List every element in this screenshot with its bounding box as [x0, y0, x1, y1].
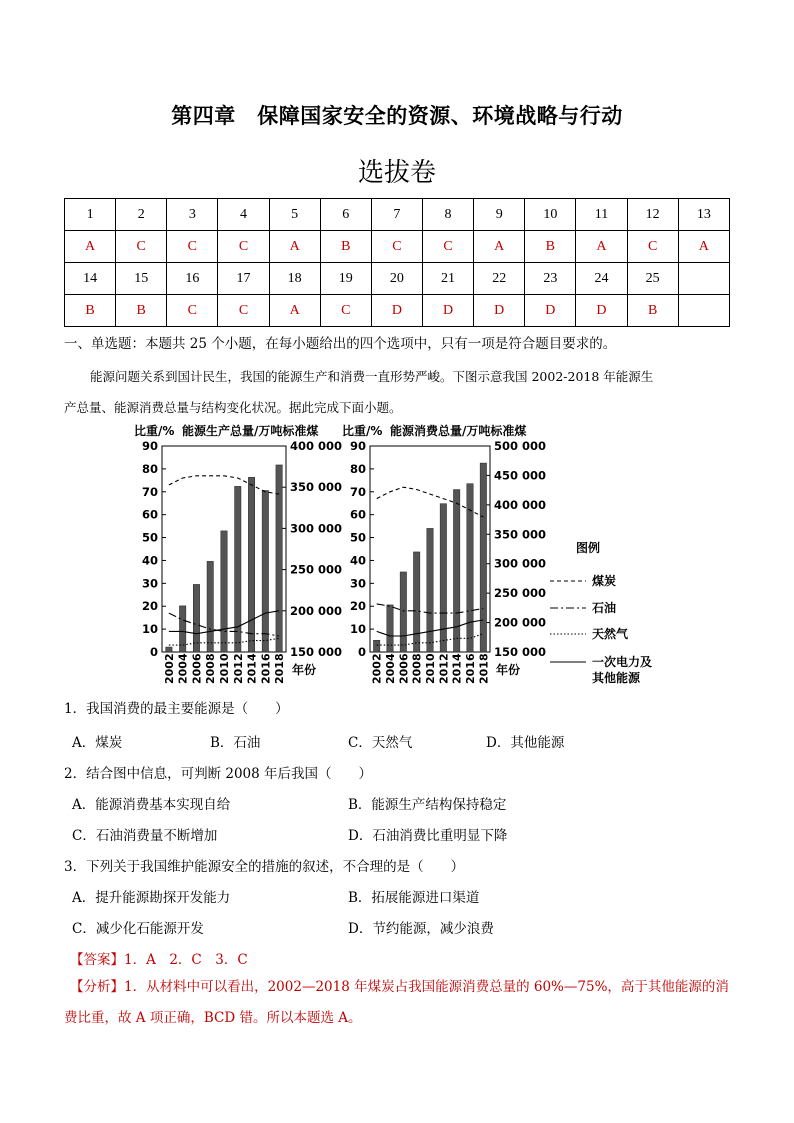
legend-title: 图例 — [576, 541, 601, 555]
answer-tag: 【答案】 — [70, 952, 124, 968]
production-bar — [166, 647, 172, 652]
consumption-x-tick-label: 2014 — [450, 653, 464, 684]
question-number-cell: 22 — [474, 263, 525, 295]
consumption-left-tick-label: 30 — [349, 576, 366, 591]
section-heading: 一、单选题：本题共 25 个小题，在每小题给出的四个选项中，只有一项是符合题目要求的。 — [64, 336, 617, 352]
production-left-tick-label: 40 — [141, 553, 158, 568]
question-number-row — [65, 263, 730, 295]
consumption-left-tick-label: 50 — [349, 530, 366, 545]
answer-cell: A — [474, 231, 525, 263]
answer-cell: C — [167, 295, 218, 327]
question-number-cell: 23 — [525, 263, 576, 295]
analysis-tag: 【分析】 — [70, 979, 124, 995]
production-bar — [248, 477, 254, 652]
production-x-tick-label: 2012 — [231, 653, 245, 684]
production-left-tick-label: 0 — [149, 645, 158, 659]
consumption-x-unit-label: 年份 — [496, 663, 521, 677]
answer-cell: A — [65, 231, 116, 263]
answer-cell: C — [422, 231, 473, 263]
production-x-tick-label: 2010 — [218, 653, 231, 684]
production-x-tick-label: 2018 — [273, 653, 287, 684]
production-bar — [193, 584, 199, 652]
production-bar — [262, 490, 268, 652]
answer-text: 1．A 2．C 3．C — [124, 952, 248, 968]
question-number-cell: 2 — [116, 199, 167, 231]
chapter-title: 第四章 保障国家安全的资源、环境战略与行动 — [171, 103, 623, 128]
production-left-tick-label: 80 — [141, 461, 158, 476]
question-number-cell: 7 — [371, 199, 422, 231]
question-number-cell — [678, 263, 729, 295]
q2-option-b: B．能源生产结构保持稳定 — [348, 797, 507, 813]
question-number-cell: 19 — [320, 263, 371, 295]
production-left-tick-label: 60 — [141, 507, 158, 522]
answer-row — [65, 295, 730, 327]
question-number-cell: 4 — [218, 199, 269, 231]
consumption-x-tick-label: 2016 — [464, 653, 477, 684]
answer-cell: C — [218, 231, 269, 263]
consumption-left-tick-label: 10 — [349, 622, 366, 637]
answer-cell: C — [167, 231, 218, 263]
answer-cell: C — [320, 295, 371, 327]
legend-coal-label: 煤炭 — [592, 574, 617, 588]
production-left-tick-label: 90 — [141, 439, 158, 453]
analysis-text-1: 1．从材料中可以看出，2002—2018 年煤炭占我国能源消费总量的 60%—75%，高于其他能源的消 — [124, 979, 729, 995]
answer-cell: C — [116, 231, 167, 263]
production-left-tick-label: 30 — [141, 576, 158, 591]
consumption-x-tick-label: 2012 — [437, 653, 451, 684]
consumption-left-axis-label: 比重/% — [342, 424, 383, 438]
consumption-x-tick-label: 2002 — [370, 653, 384, 684]
answer-cell: D — [422, 295, 473, 327]
answer-cell: A — [269, 295, 320, 327]
consumption-left-tick-label: 20 — [349, 599, 366, 614]
question-number-cell: 18 — [269, 263, 320, 295]
production-x-tick-label: 2002 — [162, 653, 176, 684]
legend-other-energy-label-2: 其他能源 — [592, 671, 641, 685]
question-1-stem: 1．我国消费的最主要能源是（ ） — [64, 701, 289, 717]
production-x-unit-label: 年份 — [292, 663, 317, 677]
answer-line — [70, 948, 248, 968]
consumption-bar — [400, 572, 406, 652]
production-x-tick-label: 2006 — [190, 653, 204, 684]
question-2-stem: 2．结合图中信息，可判断 2008 年后我国（ ） — [64, 766, 373, 782]
question-number-cell: 25 — [627, 263, 678, 295]
production-left-tick-label: 10 — [141, 622, 158, 637]
q3-option-b: B．拓展能源进口渠道 — [348, 890, 480, 906]
consumption-right-tick-label: 150 000 — [494, 645, 547, 659]
production-left-tick-label: 70 — [141, 484, 158, 499]
consumption-x-tick-label: 2010 — [424, 653, 437, 684]
q2-option-c: C．石油消费量不断增加 — [72, 828, 218, 844]
consumption-right-tick-label: 250 000 — [494, 586, 547, 601]
production-right-tick-label: 300 000 — [290, 521, 343, 536]
consumption-left-tick-label: 0 — [357, 645, 366, 659]
question-3-stem: 3．下列关于我国维护能源安全的措施的叙述，不合理的是（ ） — [64, 859, 465, 875]
production-right-tick-label: 150 000 — [290, 645, 343, 659]
answer-cell: D — [525, 295, 576, 327]
production-right-tick-label: 250 000 — [290, 562, 343, 577]
consumption-x-tick-label: 2018 — [477, 653, 491, 684]
consumption-left-tick-label: 70 — [349, 484, 366, 499]
production-x-tick-label: 2016 — [259, 653, 273, 684]
legend-other-energy-label: 一次电力及 — [592, 655, 653, 669]
question-number-cell: 14 — [65, 263, 116, 295]
consumption-bar — [427, 528, 433, 652]
question-number-cell: 12 — [627, 199, 678, 231]
q2-option-d: D．石油消费比重明显下降 — [348, 828, 508, 844]
production-right-tick-label: 350 000 — [290, 480, 343, 495]
consumption-bar — [413, 552, 419, 652]
answer-row — [65, 231, 730, 263]
q1-option-b: B．石油 — [210, 735, 261, 751]
production-right-tick-label: 400 000 — [290, 439, 343, 453]
production-x-tick-label: 2004 — [176, 653, 190, 684]
q3-option-a: A．提升能源勘探开发能力 — [72, 890, 231, 906]
question-number-cell: 5 — [269, 199, 320, 231]
answer-cell: C — [627, 231, 678, 263]
production-bar — [207, 561, 213, 652]
production-bar — [276, 465, 282, 652]
question-number-cell: 13 — [678, 199, 729, 231]
answer-cell: C — [218, 295, 269, 327]
production-left-axis-label: 比重/% — [134, 424, 175, 438]
consumption-right-tick-label: 300 000 — [494, 556, 547, 571]
answer-key-table — [64, 198, 730, 327]
q1-option-c: C．天然气 — [348, 735, 413, 751]
question-number-row — [65, 199, 730, 231]
consumption-left-tick-label: 40 — [349, 553, 366, 568]
intro-line-2: 产总量、能源消费总量与结构变化状况。据此完成下面小题。 — [64, 400, 402, 415]
answer-cell: B — [320, 231, 371, 263]
question-number-cell: 9 — [474, 199, 525, 231]
consumption-bar — [373, 640, 379, 652]
answer-cell: D — [576, 295, 627, 327]
production-x-tick-label: 2008 — [204, 653, 218, 684]
question-number-cell: 15 — [116, 263, 167, 295]
legend-gas-label: 天然气 — [592, 627, 629, 641]
consumption-x-tick-label: 2004 — [384, 653, 397, 684]
production-right-axis-label: 能源生产总量/万吨标准煤 — [182, 424, 319, 438]
legend-oil-label: 石油 — [592, 601, 617, 615]
q3-option-d: D．节约能源，减少浪费 — [348, 921, 494, 937]
answer-cell: A — [678, 231, 729, 263]
consumption-right-axis-label: 能源消费总量/万吨标准煤 — [390, 424, 527, 438]
production-right-tick-label: 200 000 — [290, 603, 343, 618]
consumption-right-tick-label: 500 000 — [494, 439, 547, 453]
answer-cell: B — [65, 295, 116, 327]
consumption-x-tick-label: 2006 — [397, 653, 411, 684]
question-number-cell: 6 — [320, 199, 371, 231]
question-number-cell: 24 — [576, 263, 627, 295]
q3-option-c: C．减少化石能源开发 — [72, 921, 204, 937]
consumption-right-tick-label: 200 000 — [494, 615, 547, 630]
question-number-cell: 10 — [525, 199, 576, 231]
question-number-cell: 21 — [422, 263, 473, 295]
q2-option-a: A．能源消费基本实现自给 — [72, 797, 231, 813]
question-number-cell: 11 — [576, 199, 627, 231]
consumption-right-tick-label: 450 000 — [494, 468, 547, 483]
analysis-line-1 — [70, 972, 736, 1002]
consumption-bar — [467, 484, 473, 652]
answer-cell: A — [269, 231, 320, 263]
answer-cell: B — [525, 231, 576, 263]
energy-charts-figure — [130, 420, 670, 690]
consumption-left-tick-label: 60 — [349, 507, 366, 522]
analysis-line-2: 费比重，故 A 项正确，BCD 错。所以本题选 A。 — [64, 1010, 362, 1026]
production-x-tick-label: 2014 — [245, 653, 259, 684]
q1-option-a: A．煤炭 — [72, 735, 123, 751]
consumption-right-tick-label: 350 000 — [494, 527, 547, 542]
consumption-left-tick-label: 90 — [349, 439, 366, 453]
exam-subtitle: 选拔卷 — [357, 158, 436, 188]
question-number-cell: 20 — [371, 263, 422, 295]
answer-cell: B — [116, 295, 167, 327]
answer-cell: D — [371, 295, 422, 327]
answer-cell: D — [474, 295, 525, 327]
answer-cell: B — [627, 295, 678, 327]
question-number-cell: 17 — [218, 263, 269, 295]
answer-cell — [678, 295, 729, 327]
question-number-cell: 8 — [422, 199, 473, 231]
consumption-bar — [480, 463, 486, 652]
consumption-x-tick-label: 2008 — [410, 653, 424, 684]
production-bar — [221, 531, 227, 652]
q1-option-d: D．其他能源 — [486, 735, 565, 751]
intro-line-1: 能源问题关系到国计民生，我国的能源生产和消费一直形势严峻。下图示意我国 2002-2018 年能源生 — [90, 369, 654, 384]
production-left-tick-label: 50 — [141, 530, 158, 545]
consumption-left-tick-label: 80 — [349, 461, 366, 476]
question-number-cell: 3 — [167, 199, 218, 231]
production-left-tick-label: 20 — [141, 599, 158, 614]
answer-cell: A — [576, 231, 627, 263]
answer-cell: C — [371, 231, 422, 263]
question-number-cell: 1 — [65, 199, 116, 231]
consumption-right-tick-label: 400 000 — [494, 497, 547, 512]
question-number-cell: 16 — [167, 263, 218, 295]
